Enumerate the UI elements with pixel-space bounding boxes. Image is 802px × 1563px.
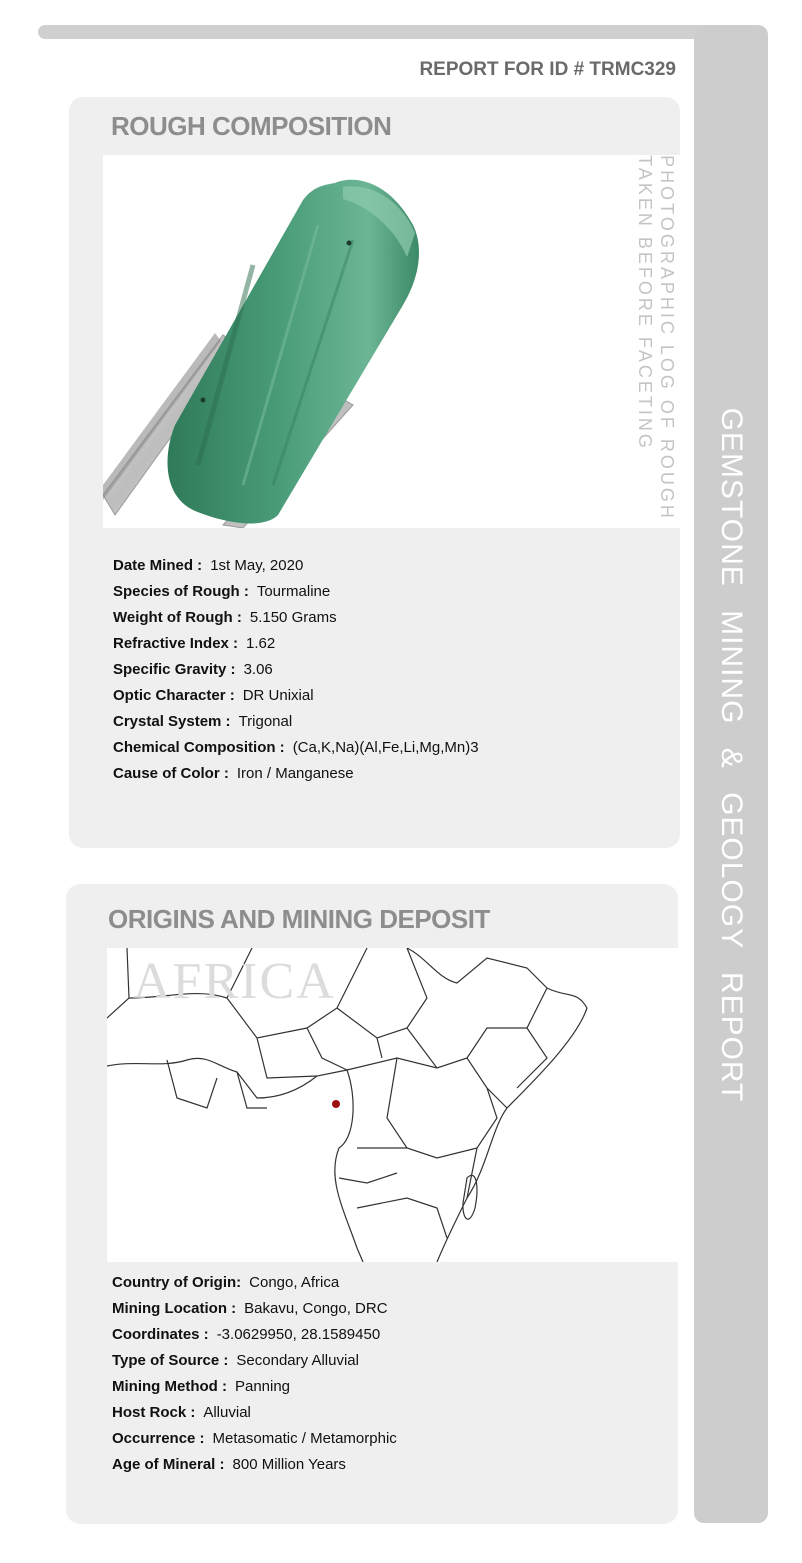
field-row <box>113 735 479 761</box>
field-label: Occurrence : <box>112 1430 205 1447</box>
field-label: Chemical Composition : <box>113 739 285 756</box>
photo-caption <box>634 155 678 521</box>
field-value: Bakavu, Congo, DRC <box>244 1300 388 1317</box>
origins-title: ORIGINS AND MINING DEPOSIT <box>108 904 490 934</box>
field-row <box>112 1270 397 1296</box>
field-value: Secondary Alluvial <box>236 1352 359 1369</box>
field-value: 800 Million Years <box>232 1456 346 1473</box>
field-row <box>113 631 479 657</box>
field-value: Trigonal <box>238 713 293 730</box>
tourmaline-crystal-image <box>103 155 680 528</box>
field-row <box>113 657 479 683</box>
field-label: Coordinates : <box>112 1326 209 1343</box>
field-label: Specific Gravity : <box>113 661 236 678</box>
field-row <box>112 1348 397 1374</box>
field-label: Host Rock : <box>112 1404 196 1421</box>
field-row <box>112 1322 397 1348</box>
field-label: Species of Rough : <box>113 583 249 600</box>
field-value: 1st May, 2020 <box>210 557 304 574</box>
field-value: Congo, Africa <box>249 1274 340 1291</box>
field-value: Metasomatic / Metamorphic <box>212 1430 397 1447</box>
field-row <box>113 709 479 735</box>
field-label: Date Mined : <box>113 557 203 574</box>
photo-caption-line1: PHOTOGRAPHIC LOG OF ROUGH <box>657 155 677 521</box>
field-value: DR Unixial <box>242 687 314 704</box>
field-label: Weight of Rough : <box>113 609 242 626</box>
field-label: Age of Mineral : <box>112 1456 225 1473</box>
field-label: Refractive Index : <box>113 635 239 652</box>
rough-gem-photo <box>103 155 680 528</box>
field-value: Iron / Manganese <box>236 765 354 782</box>
rough-composition-title: ROUGH COMPOSITION <box>111 111 392 141</box>
field-row <box>112 1296 397 1322</box>
origin-map <box>107 948 678 1262</box>
field-row <box>113 683 479 709</box>
field-label: Country of Origin: <box>112 1274 242 1291</box>
mine-location-marker <box>332 1100 340 1108</box>
field-label: Type of Source : <box>112 1352 229 1369</box>
field-value: -3.0629950, 28.1589450 <box>216 1326 381 1343</box>
origin-fields <box>112 1270 397 1478</box>
field-row <box>113 605 479 631</box>
field-value: 5.150 Grams <box>249 609 337 626</box>
field-label: Cause of Color : <box>113 765 229 782</box>
field-row <box>112 1426 397 1452</box>
field-label: Crystal System : <box>113 713 231 730</box>
field-label: Mining Location : <box>112 1300 237 1317</box>
side-report-title: GEMSTONE MINING & GEOLOGY REPORT <box>715 407 748 1103</box>
field-row <box>113 553 479 579</box>
field-value: Alluvial <box>203 1404 251 1421</box>
field-row <box>112 1400 397 1426</box>
field-value: Tourmaline <box>256 583 331 600</box>
field-row <box>112 1452 397 1478</box>
field-label: Optic Character : <box>113 687 235 704</box>
field-value: 1.62 <box>246 635 276 652</box>
field-value: Panning <box>234 1378 291 1395</box>
report-id: REPORT FOR ID # TRMC329 <box>419 59 676 80</box>
field-value: (Ca,K,Na)(Al,Fe,Li,Mg,Mn)3 <box>292 739 479 756</box>
photo-caption-line2: TAKEN BEFORE FACETING <box>635 155 655 451</box>
top-decorative-bar <box>38 25 738 39</box>
rough-fields <box>113 553 479 787</box>
field-row <box>113 579 479 605</box>
field-value: 3.06 <box>243 661 273 678</box>
field-row <box>112 1374 397 1400</box>
field-label: Mining Method : <box>112 1378 227 1395</box>
map-label: AFRICA <box>133 953 336 1010</box>
field-row <box>113 761 479 787</box>
